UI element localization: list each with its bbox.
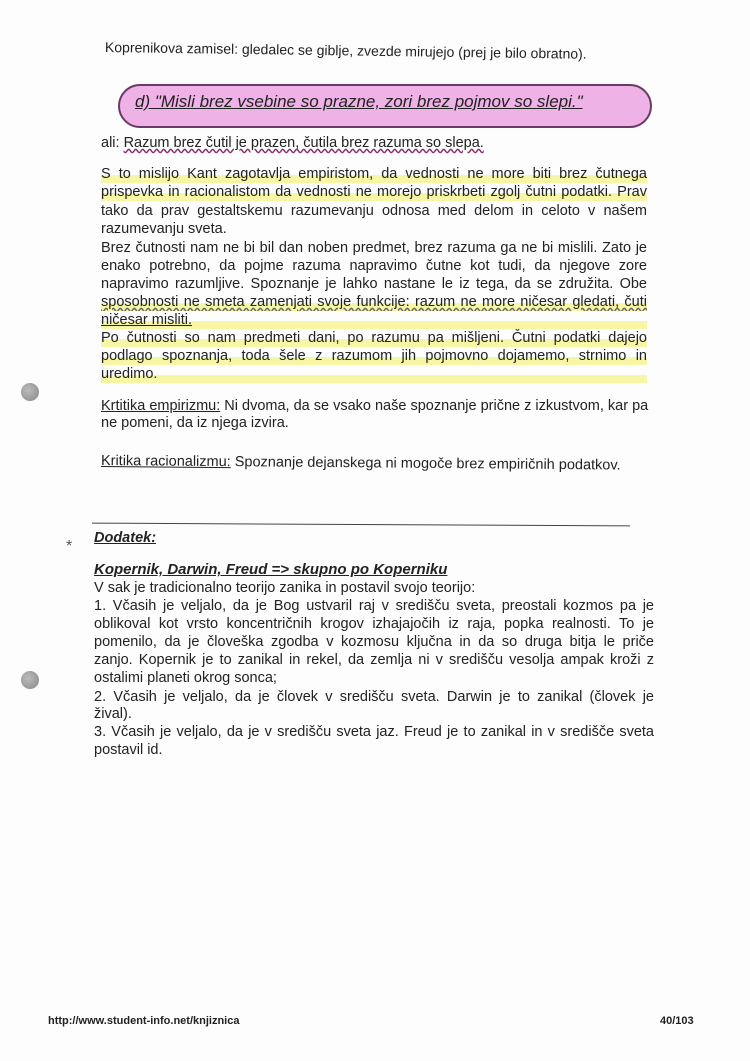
text-line: tako da prav gestaltskemu razumevanju odnosa med delom in celoto v našem [101, 203, 647, 219]
footer-url: http://www.student-info.net/knjiznica [48, 1015, 240, 1027]
text-line: zanjo. Kopernik je to zanikal in rekel, da zemlja ni v središču vesolja ampak kroži z [94, 652, 654, 668]
text-line: razumevanju sveta. [101, 221, 227, 237]
dodatek-heading: Dodatek: [94, 530, 157, 546]
kant-quote: d) "Misli brez vsebine so prazne, zori brez pojmov so slepi." [135, 92, 583, 111]
kopernik-heading: Kopernik, Darwin, Freud => skupno po Koperniku [94, 561, 448, 578]
asterisk-mark: * [66, 538, 73, 555]
text-line: enako potrebno, da pojme razuma napravimo čutne kot tudi, da njegove zore [101, 258, 647, 274]
text-line: napravimo razumljive. Spoznanje je lahko nastane le iz tega, da se združita. Obe [101, 276, 647, 292]
ali-line [101, 134, 647, 152]
text-line: 2. Včasih je veljalo, da je človek v središču sveta. Darwin je to zanikal (človek je [94, 689, 654, 705]
page-number: 40/103 [660, 1015, 694, 1027]
text-line: sposobnosti ne smeta zamenjati svoje funkcije: razum ne more ničesar gledati, čuti [101, 294, 647, 310]
text-line: uredimo. [101, 365, 647, 383]
text-line: ostalimi planeti okrog sonca; [94, 670, 277, 686]
kritika-empirizmu [101, 397, 647, 415]
text-line: podlago spoznanja, toda šele z razumom jih pojmovno dojamemo, strnimo in [101, 348, 647, 364]
intro-text: Koprenikova zamisel: gledalec se giblje, zvezde mirujejo (prej je bilo obratno). [104, 39, 587, 62]
text-line: Po čutnosti so nam predmeti dani, po razumu pa mišljeni. Čutni podatki dajejo [101, 330, 647, 346]
text-line: Spoznanje dejanskega ni mogoče brez empiričnih podatkov. [230, 454, 621, 474]
text-line: oblikoval kot vrsto koncentričnih krogov izhajajočih iz raja, popka realnosti. To je [94, 616, 654, 632]
text-line: V sak je tradicionalno teorijo zanika in postavil svojo teorijo: [94, 580, 476, 596]
text-line: žival). [94, 706, 132, 722]
text-line: pomenilo, da je človeška zgodba v kozmosu ključna in da so druga bitja le priče [94, 634, 654, 650]
text-line: prispevka in racionalistom da vednosti ne morejo priskrbeti zgolj čutni podatki. Prav [101, 184, 647, 200]
text-line: ničesar misliti. [101, 311, 647, 329]
punch-hole [21, 671, 39, 689]
text-line: Ni dvoma, da se vsako naše spoznanje prične z izkustvom, kar pa [220, 398, 649, 414]
text-line: postavil id. [94, 742, 163, 758]
ali-text: Razum brez čutil je prazen, čutila brez razuma so slepa. [123, 135, 484, 151]
text-line: S to mislijo Kant zagotavlja empiristom, da vednosti ne more biti brez čutnega [101, 166, 647, 182]
text-line: ne pomeni, da iz njega izvira. [101, 415, 289, 431]
ali-prefix: ali: [101, 135, 124, 151]
kritika-empirizmu-label: Krtitika empirizmu: [101, 398, 221, 414]
text-line: 1. Včasih je veljalo, da je Bog ustvaril raj v središču sveta, preostali kozmos pa je [94, 598, 654, 614]
text-line: Brez čutnosti nam ne bi bil dan noben predmet, brez razuma ga ne bi mislili. Zato je [101, 240, 647, 256]
text-line: 3. Včasih je veljalo, da je v središču sveta jaz. Freud je to zanikal in v središče sveta [94, 724, 654, 740]
kritika-racionalizmu-label: Kritika racionalizmu: [100, 453, 231, 471]
kritika-racionalizmu [101, 452, 647, 475]
punch-hole [21, 383, 39, 401]
divider-line [92, 523, 630, 527]
